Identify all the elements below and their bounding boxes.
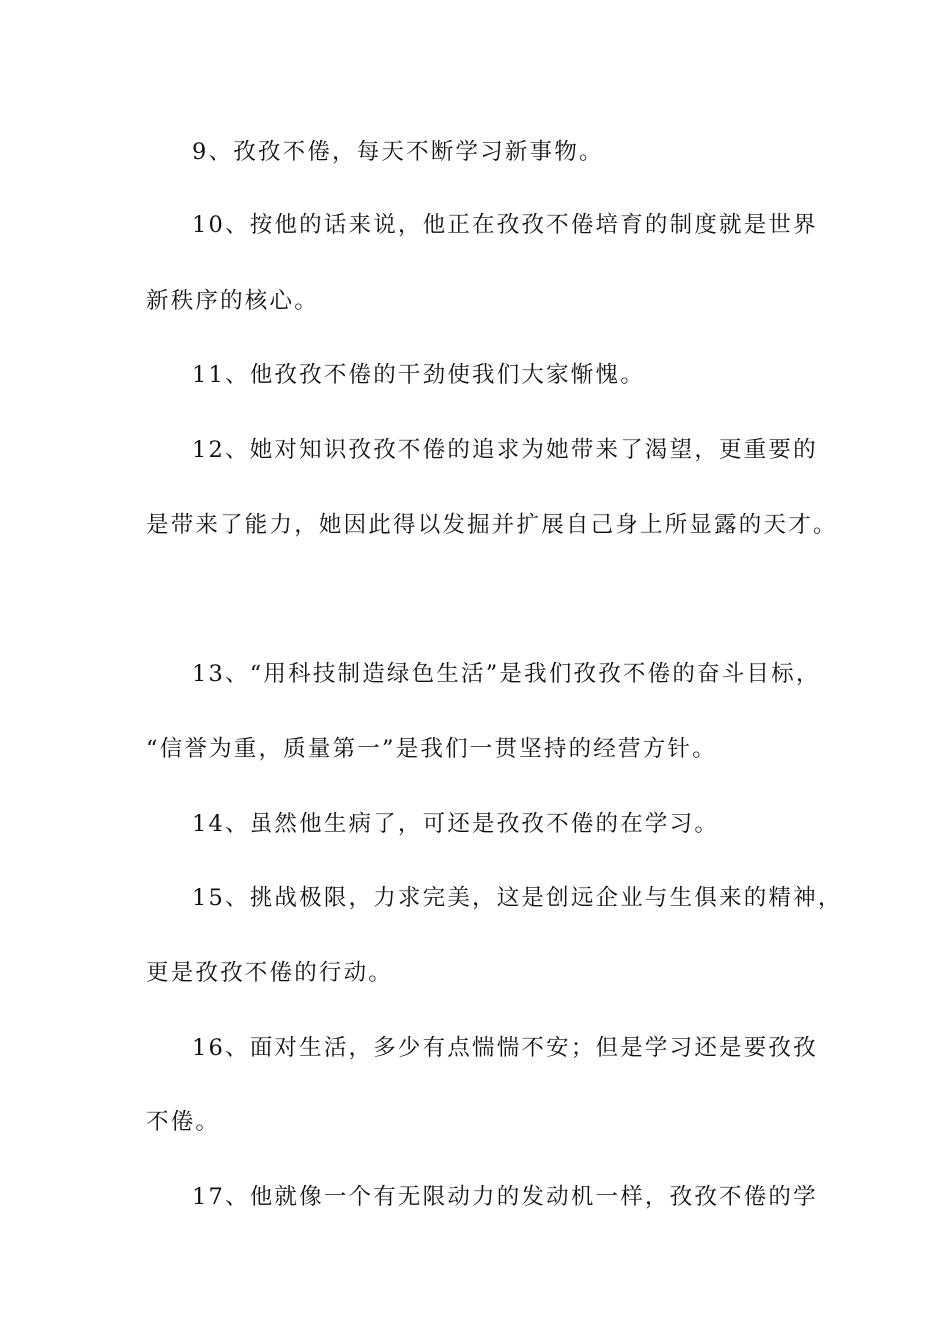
paragraph-12-line-1: 12、她对知识孜孜不倦的追求为她带来了渴望，更重要的 — [192, 437, 818, 463]
paragraph-10-line-2: 新秩序的核心。 — [146, 288, 319, 314]
paragraph-14-line-1: 14、虽然他生病了，可还是孜孜不倦的在学习。 — [192, 811, 720, 837]
paragraph-9-line-1: 9、孜孜不倦，每天不断学习新事物。 — [192, 139, 604, 165]
paragraph-17-line-1: 17、他就像一个有无限动力的发动机一样，孜孜不倦的学 — [192, 1184, 818, 1210]
paragraph-11-line-1: 11、他孜孜不倦的干劲使我们大家惭愧。 — [192, 362, 645, 388]
paragraph-13-line-2: “信誉为重，质量第一”是我们一贯坚持的经营方针。 — [146, 736, 717, 762]
paragraph-12-line-2: 是带来了能力，她因此得以发掘并扩展自己身上所显露的天才。 — [146, 512, 838, 538]
paragraph-15-line-2: 更是孜孜不倦的行动。 — [146, 960, 394, 986]
paragraph-16-line-1: 16、面对生活，多少有点惴惴不安；但是学习还是要孜孜 — [192, 1035, 818, 1061]
paragraph-15-line-1: 15、挑战极限，力求完美，这是创远企业与生俱来的精神， — [192, 885, 843, 911]
paragraph-13-line-1: 13、“用科技制造绿色生活”是我们孜孜不倦的奋斗目标， — [192, 661, 821, 687]
paragraph-16-line-2: 不倦。 — [146, 1109, 221, 1135]
paragraph-10-line-1: 10、按他的话来说，他正在孜孜不倦培育的制度就是世界 — [192, 212, 818, 238]
